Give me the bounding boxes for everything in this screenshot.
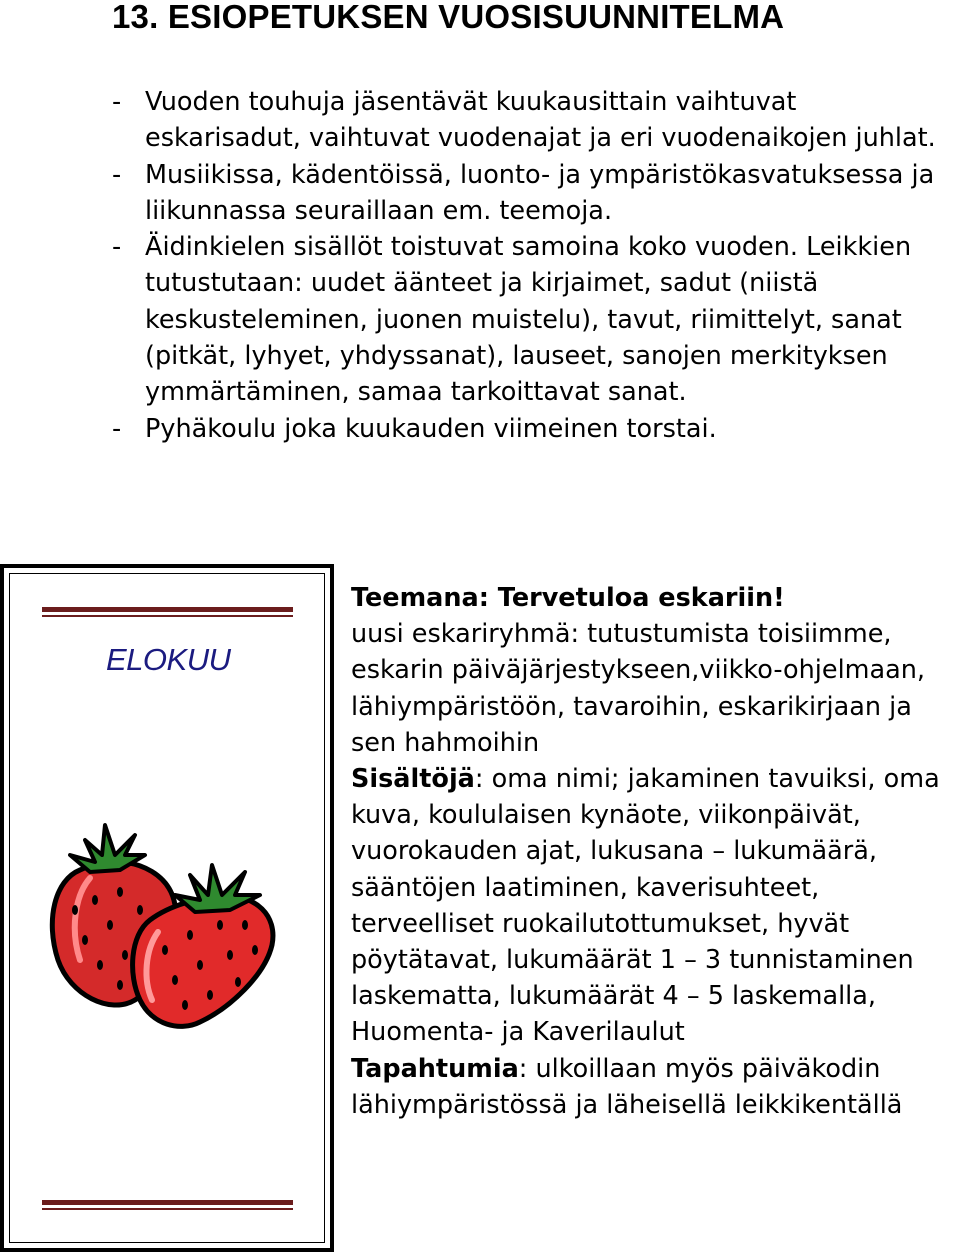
page-heading: 13. ESIOPETUKSEN VUOSISUUNNITELMA <box>112 0 785 35</box>
contents-line: laskematta, lukumäärät 4 – 5 laskemalla, <box>351 981 876 1012</box>
top-rule-thin <box>42 615 293 617</box>
bullet-item <box>112 411 952 447</box>
bottom-rule-thin <box>42 1208 293 1210</box>
bullet-dash: - <box>112 413 122 444</box>
events-line: lähiympäristössä ja läheisellä leikkikentällä <box>351 1089 903 1120</box>
bullet-dash: - <box>112 87 122 117</box>
month-label: ELOKUU <box>106 642 231 677</box>
contents-line: vuorokauden ajat, lukusana – lukumäärä, <box>351 836 877 867</box>
events-label: Tapahtumia <box>351 1053 519 1084</box>
contents-line: pöytätavat, lukumäärät 1 – 3 tunnistaminen <box>351 945 914 976</box>
contents-line: kuva, koululaisen kynäote, viikonpäivät, <box>351 800 861 831</box>
top-rule-thick <box>42 607 293 612</box>
contents-label: Sisältöjä <box>351 764 475 795</box>
theme-title <box>351 580 960 616</box>
month-description <box>351 580 960 1123</box>
bullet-list <box>112 84 952 447</box>
bullet-item <box>112 229 952 410</box>
bullet-text: Äidinkielen sisällöt toistuvat samoina koko vuoden. Leikkien tutustutaan: uudet äänteet ja kirjaimet, sadut (niistä keskusteleminen, juonen muistelu), tavut, riimittelyt, sanat (pitkät, lyhyet, yhdyssanat), lauseet, sanojen merkityksen ymmärtäminen, samaa tarkoittavat sanat. <box>145 232 912 408</box>
bullet-text: Musiikissa, kädentöissä, luonto- ja ympäristökasvatuksessa ja liikunnassa seuraillaan em. teemoja. <box>145 159 935 226</box>
bullet-text: Pyhäkoulu joka kuukauden viimeinen torstai. <box>145 413 717 444</box>
contents-line: sääntöjen laatiminen, kaverisuhteet, <box>351 872 820 903</box>
intro-line: eskarin päiväjärjestykseen,viikko-ohjelmaan, <box>351 655 926 686</box>
theme-title-text: Teemana: Tervetuloa eskariin! <box>351 583 785 613</box>
contents-line: terveelliset ruokailutottumukset, hyvät <box>351 908 850 939</box>
bullet-item <box>112 84 952 157</box>
bullet-text: Vuoden touhuja jäsentävät kuukausittain vaihtuvat eskarisadut, vaihtuvat vuodenajat ja eri vuodenaikojen juhlat. <box>145 87 936 154</box>
strawberry-icon <box>40 800 300 1030</box>
bullet-dash: - <box>112 232 122 263</box>
intro-line: sen hahmoihin <box>351 727 540 758</box>
events-text: : ulkoillaan myös päiväkodin <box>518 1053 881 1084</box>
contents-line: Huomenta- ja Kaverilaulut <box>351 1017 685 1048</box>
events-line <box>351 1051 960 1087</box>
intro-line: lähiympäristöön, tavaroihin, eskarikirjaan ja <box>351 691 912 722</box>
bullet-item <box>112 157 952 230</box>
bullet-dash: - <box>112 159 122 190</box>
contents-text: : oma nimi; jakaminen tavuiksi, oma <box>474 764 940 795</box>
contents-line <box>351 761 960 797</box>
intro-line: uusi eskariryhmä: tutustumista toisiimme, <box>351 619 892 650</box>
bottom-rule-thick <box>42 1200 293 1205</box>
